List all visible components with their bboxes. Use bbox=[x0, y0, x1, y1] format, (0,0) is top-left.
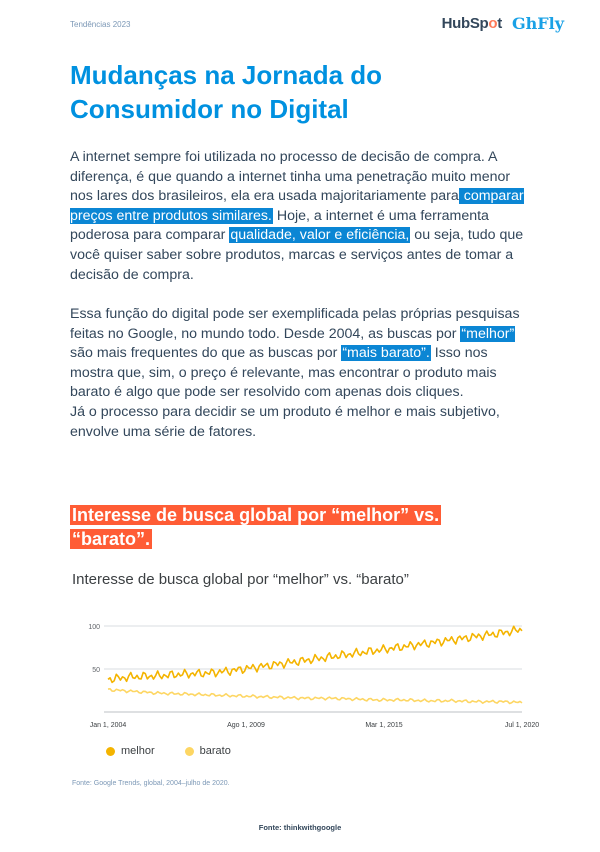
highlight-melhor: “melhor” bbox=[461, 325, 515, 342]
highlight-compare-prices: comparar preços entre produtos similares. bbox=[70, 188, 524, 224]
legend-item-melhor bbox=[106, 745, 155, 757]
x-tick-label: Jan 1, 2004 bbox=[89, 722, 127, 729]
paragraph-2: Essa função do digital pode ser exemplificada pelas próprias pesquisas feitas no Google, no mundo todo. Desde 2004, as buscas por “melhor” são mais frequentes do que as buscas por “mais barato”. Isso nos mostra que, sim, o preço é relevante, mas encontrar o produto mais barato é algo que pode ser resolvido com apenas dois cliques. Já o processo para decidir se um produto é melhor e mais subjetivo, envolve uma série de fatores. bbox=[70, 306, 520, 440]
series-line-barato bbox=[108, 689, 522, 704]
source-note: Fonte: Google Trends, global, 2004–julho de 2020. bbox=[72, 780, 230, 787]
x-tick-label: Jul 1, 2020 bbox=[504, 722, 540, 729]
page-title: Mudanças na Jornada do Consumidor no Digital bbox=[70, 60, 383, 124]
paragraph-1: A internet sempre foi utilizada no processo de decisão de compra. A diferença, é que quando a internet tinha uma penetração muito menor nos lares dos brasileiros, ela era usada majoritariamente para comparar preços entre produtos similares. Hoje, a internet é uma ferramenta poderosa para comparar qualidade, valor e eficiência, ou seja, tudo que você quiser saber sobre produtos, marcas e serviços antes de tomar a decisão de compra. bbox=[70, 149, 524, 283]
section-title: Interesse de busca global por “melhor” vs. “barato”. bbox=[72, 505, 440, 549]
y-tick-label: 100 bbox=[88, 624, 100, 631]
x-tick-label: Mar 1, 2015 bbox=[365, 722, 403, 729]
highlight-quality: qualidade, valor e eficiência, bbox=[230, 227, 410, 244]
legend-dot-icon bbox=[106, 747, 115, 756]
legend-item-barato bbox=[185, 745, 231, 757]
logos bbox=[442, 14, 564, 33]
chart-legend bbox=[106, 745, 231, 757]
series-line-melhor bbox=[108, 626, 522, 682]
ghfly-logo: GhFly bbox=[511, 14, 564, 33]
legend-label: melhor bbox=[121, 745, 155, 757]
trends-chart bbox=[70, 612, 540, 737]
legend-dot-icon bbox=[185, 747, 194, 756]
y-tick-label: 50 bbox=[92, 667, 100, 674]
x-tick-label: Ago 1, 2009 bbox=[227, 722, 265, 729]
hubspot-logo: HubSpot bbox=[441, 15, 502, 32]
legend-label: barato bbox=[199, 745, 231, 757]
highlight-mais-barato: “mais barato”. bbox=[342, 345, 430, 362]
chart-title: Interesse de busca global por “melhor” vs. “barato” bbox=[72, 571, 409, 588]
source-footer: Fonte: thinkwithgoogle bbox=[258, 823, 342, 832]
header-tag: Tendências 2023 bbox=[70, 20, 131, 29]
